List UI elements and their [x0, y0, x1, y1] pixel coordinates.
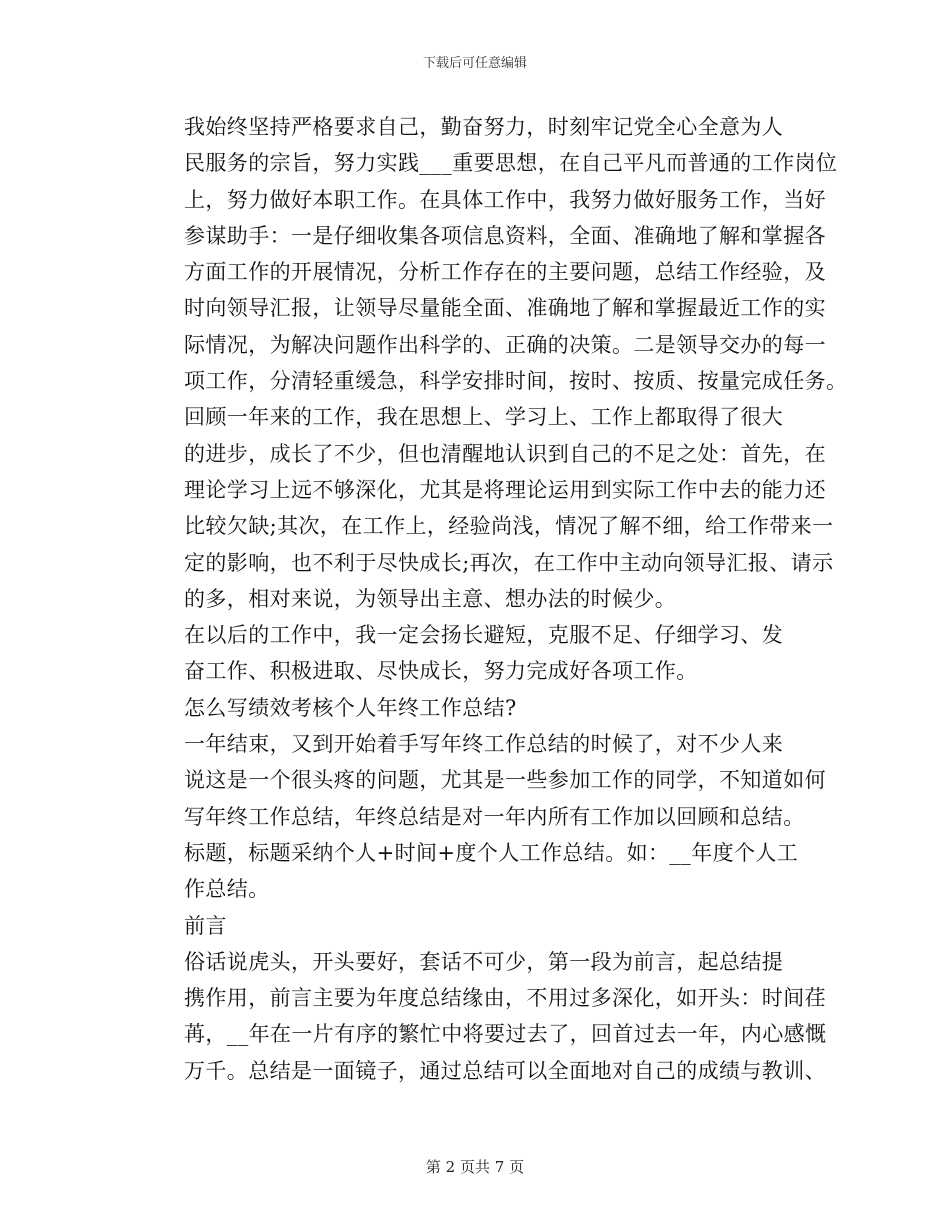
- text-line: 定的影响，也不利于尽快成长;再次，在工作中主动向领导汇报、请示: [184, 550, 834, 575]
- paragraph-review: [142, 399, 834, 617]
- paragraph-title-format: [142, 835, 808, 908]
- section-preface-heading: [142, 908, 808, 944]
- text-line: 万千。总结是一面镜子，通过总结可以全面地对自己的成绩与教训、: [184, 1058, 826, 1083]
- text-line: 苒，__年在一片有序的繁忙中将要过去了，回首过去一年，内心感慨: [184, 1022, 827, 1047]
- text-line: 理论学习上远不够深化，尤其是将理论运用到实际工作中去的能力还: [184, 477, 826, 502]
- text-line: 俗话说虎头，开头要好，套话不可少，第一段为前言，起总结提: [184, 949, 784, 974]
- paragraph-preface: [142, 944, 827, 1089]
- text-line: 上，努力做好本职工作。在具体工作中，我努力做好服务工作，当好: [184, 187, 826, 212]
- text-line: 怎么写绩效考核个人年终工作总结?: [184, 695, 517, 720]
- text-line: 携作用，前言主要为年度总结缘由，不用过多深化，如开头：时间荏: [184, 986, 826, 1011]
- text-line: 参谋助手：一是仔细收集各项信息资料，全面、准确地了解和掌握各: [184, 223, 826, 248]
- text-line: 标题，标题采纳个人+时间+度个人工作总结。如：__年度个人工: [184, 840, 799, 865]
- paragraph-self-discipline: [142, 109, 848, 399]
- text-line: 项工作，分清轻重缓急，科学安排时间，按时、按质、按量完成任务。: [184, 369, 848, 394]
- text-line: 在以后的工作中，我一定会扬长避短，克服不足、仔细学习、发: [184, 623, 784, 648]
- text-line: 奋工作、积极进取、尽快成长，努力完成好各项工作。: [184, 659, 698, 684]
- text-line: 际情况，为解决问题作出科学的、正确的决策。二是领导交办的每一: [184, 332, 826, 357]
- text-line: 作总结。: [184, 877, 270, 902]
- text-line: 我始终坚持严格要求自己，勤奋努力，时刻牢记党全心全意为人: [184, 115, 784, 139]
- paragraph-future-work: [142, 617, 808, 690]
- text-line: 时向领导汇报，让领导尽量能全面、准确地了解和掌握最近工作的实: [184, 296, 826, 321]
- text-line: 的进步，成长了不少，但也清醒地认识到自己的不足之处：首先，在: [184, 441, 826, 466]
- text-line: 民服务的宗旨，努力实践___重要思想，在自己平凡而普通的工作岗位: [184, 151, 838, 176]
- section-question-heading: [142, 690, 808, 726]
- page-number-indicator: 第 2 页共 7 页: [425, 1158, 525, 1176]
- text-line: 回顾一年来的工作，我在思想上、学习上、工作上都取得了很大: [184, 405, 784, 430]
- text-line: 方面工作的开展情况，分析工作存在的主要问题，总结工作经验，及: [184, 260, 826, 285]
- text-line: 说这是一个很头疼的问题，尤其是一些参加工作的同学，不知道如何: [184, 768, 826, 793]
- text-line: 比较欠缺;其次，在工作上，经验尚浅，情况了解不细，给工作带来一: [184, 514, 834, 539]
- text-line: 一年结束，又到开始着手写年终工作总结的时候了，对不少人来: [184, 732, 784, 757]
- document-body: [142, 109, 848, 1089]
- paragraph-year-end: [142, 726, 826, 835]
- text-line: 前言: [184, 913, 227, 938]
- page-header-note: 下载后可任意编辑: [422, 56, 527, 71]
- text-line: 的多，相对来说，为领导出主意、想办法的时候少。: [184, 586, 677, 611]
- text-line: 写年终工作总结，年终总结是对一年内所有工作加以回顾和总结。: [184, 804, 805, 829]
